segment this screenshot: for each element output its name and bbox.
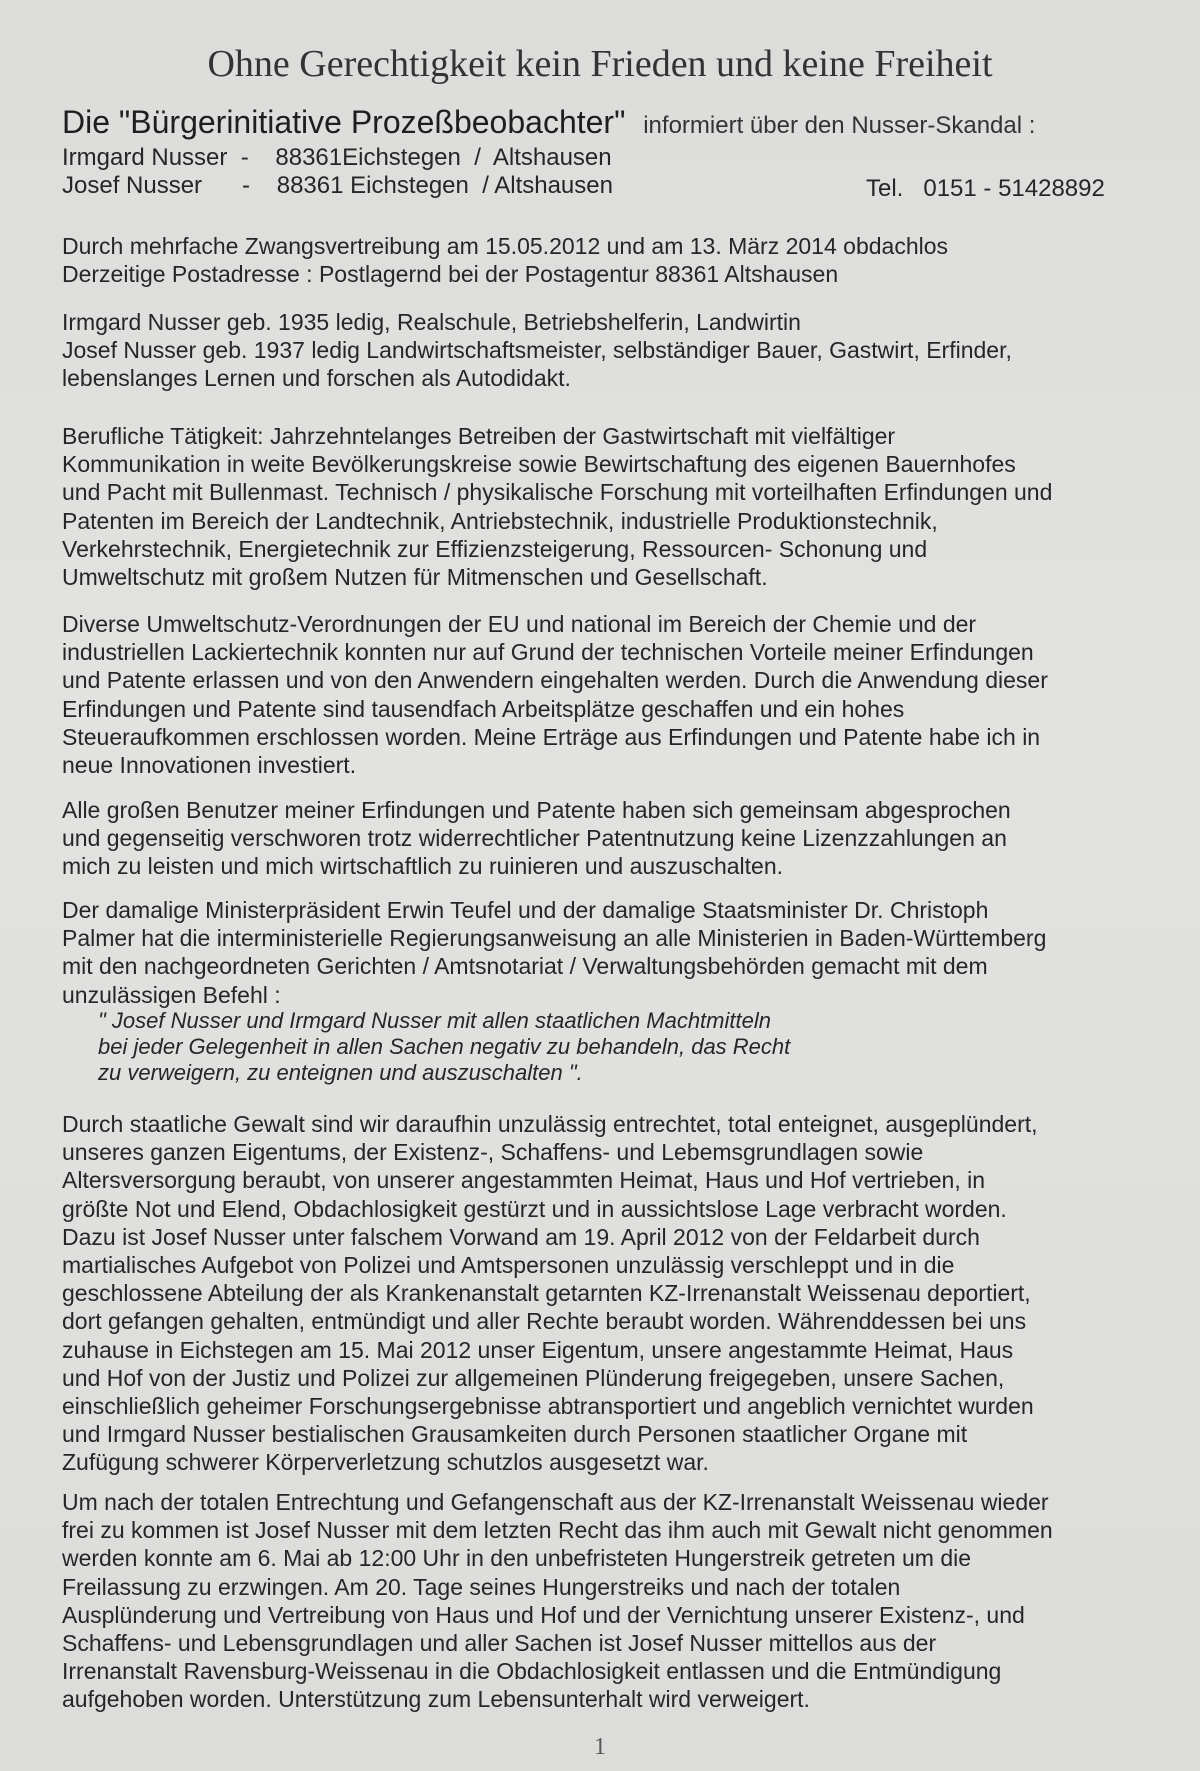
person-line-irmgard: Irmgard Nusser - 88361Eichstegen / Altshausen: [62, 144, 612, 171]
paragraph-persons: Irmgard Nusser geb. 1935 ledig, Realschule, Betriebshelferin, Landwirtin Josef Nusser geb. 1937 ledig Landwirtschaftsmeister, selbständiger Bauer, Gastwirt, Erfinder, lebenslanges Lernen und forschen als Autodidakt.: [62, 309, 1012, 392]
document-title: Ohne Gerechtigkeit kein Frieden und keine Freiheit: [207, 43, 993, 85]
phone-number: Tel. 0151 - 51428892: [866, 175, 1105, 202]
page-number: 1: [594, 1734, 606, 1760]
paragraph-environment: Diverse Umweltschutz-Verordnungen der EU und national im Bereich der Chemie und der industriellen Lackiertechnik konnten nur auf Grund der technischen Vorteile meiner Erfindungen und Patente erlassen und von den Anwendern eingehalten werden. Durch die Anwendung dieser Erfindungen und Patente sind tausendfach Arbeitsplätze geschaffen und ein hohes Steueraufkommen erschlossen worden. Meine Erträge aus Erfindungen und Patente habe ich in neue Innovationen investiert.: [62, 611, 1048, 779]
initiative-name: Die "Bürgerinitiative Prozeßbeobachter": [62, 104, 626, 140]
quote-order: " Josef Nusser und Irmgard Nusser mit allen staatlichen Machtmitteln bei jeder Gelegenheit in allen Sachen negativ zu behandeln, das Recht zu verweigern, zu enteignen und auszuschalten ".: [98, 1008, 791, 1085]
paragraph-violence: Durch staatliche Gewalt sind wir daraufhin unzulässig entrechtet, total enteignet, ausgeplündert, unseres ganzen Eigentums, der Existenz-, Schaffens- und Lebemsgrundlagen sowie Altersversorgung beraubt, von unserer angestammten Heimat, Haus und Hof vertrieben, in größte Not und Elend, Obdachlosigkeit gestürzt und in aussichtslose Lage verbracht worden. Dazu ist Josef Nusser unter falschem Vorwand am 19. April 2012 von der Feldarbeit durch martialisches Aufgebot von Polizei und Amtspersonen unzulässig verschleppt und in die geschlossene Abteilung der als Krankenanstalt getarnten KZ-Irrenanstalt Weissenau deportiert, dort gefangen gehalten, entmündigt und aller Rechte beraubt worden. Währenddessen bei uns zuhause in Eichstegen am 15. Mai 2012 unser Eigentum, unsere angestammte Heimat, Haus und Hof von der Justiz und Polizei zur allgemeinen Plünderung freigegeben, unsere Sachen, einschließlich geheimer Forschungsergebnisse abtransportiert und angeblich vernichtet wurden und Irmgard Nusser bestialischen Grausamkeiten durch Personen staatlicher Organe mit Zufügung schwerer Körperverletzung schutzlos ausgesetzt war.: [62, 1111, 1038, 1476]
paragraph-hunger: Um nach der totalen Entrechtung und Gefangenschaft aus der KZ-Irrenanstalt Weissenau wieder frei zu kommen ist Josef Nusser mit dem letzten Recht das ihm auch mit Gewalt nicht genommen werden konnte am 6. Mai ab 12:00 Uhr in den unbefristeten Hungerstreik getreten um die Freilassung zu erzwingen. Am 20. Tage seines Hungerstreiks und nach der totalen Ausplünderung und Vertreibung von Haus und Hof und der Vernichtung unserer Existenz-, und Schaffens- und Lebensgrundlagen und aller Sachen ist Josef Nusser mittellos aus der Irrenanstalt Ravensburg-Weissenau in die Obdachlosigkeit entlassen und die Entmündigung aufgehoben worden. Unterstützung zum Lebensunterhalt wird verweigert.: [62, 1489, 1053, 1713]
paragraph-career: Berufliche Tätigkeit: Jahrzehntelanges Betreiben der Gastwirtschaft mit vielfältiger Kommunikation in weite Bevölkerungskreise sowie Bewirtschaftung des eigenen Bauernhofes und Pacht mit Bullenmast. Technisch / physikalische Forschung mit vorteilhaften Erfindungen und Patenten im Bereich der Landtechnik, Antriebstechnik, industrielle Produktionstechnik, Verkehrstechnik, Energietechnik zur Effizienzsteigerung, Ressourcen- Schonung und Umweltschutz mit großem Nutzen für Mitmenschen und Gesellschaft.: [62, 423, 1053, 591]
paragraph-address: Durch mehrfache Zwangsvertreibung am 15.05.2012 und am 13. März 2014 obdachlos Derzeitige Postadresse : Postlagernd bei der Postagentur 88361 Altshausen: [62, 233, 949, 288]
paragraph-minister: Der damalige Ministerpräsident Erwin Teufel und der damalige Staatsminister Dr. Christoph Palmer hat die interministerielle Regierungsanweisung an alle Ministerien in Baden-Württemberg mit den nachgeordneten Gerichten / Amtsnotariat / Verwaltungsbehörden gemacht mit dem unzulässigen Befehl :: [62, 897, 1047, 1008]
initiative-line: [62, 104, 1035, 141]
initiative-subtitle: informiert über den Nusser-Skandal :: [643, 112, 1036, 139]
paragraph-users: Alle großen Benutzer meiner Erfindungen und Patente haben sich gemeinsam abgesprochen und gegenseitig verschworen trotz widerrechtlicher Patentnutzung keine Lizenzzahlungen an mich zu leisten und mich wirtschaftlich zu ruinieren und auszuschalten.: [62, 797, 1011, 880]
person-line-josef: Josef Nusser - 88361 Eichstegen / Altshausen: [62, 172, 613, 199]
